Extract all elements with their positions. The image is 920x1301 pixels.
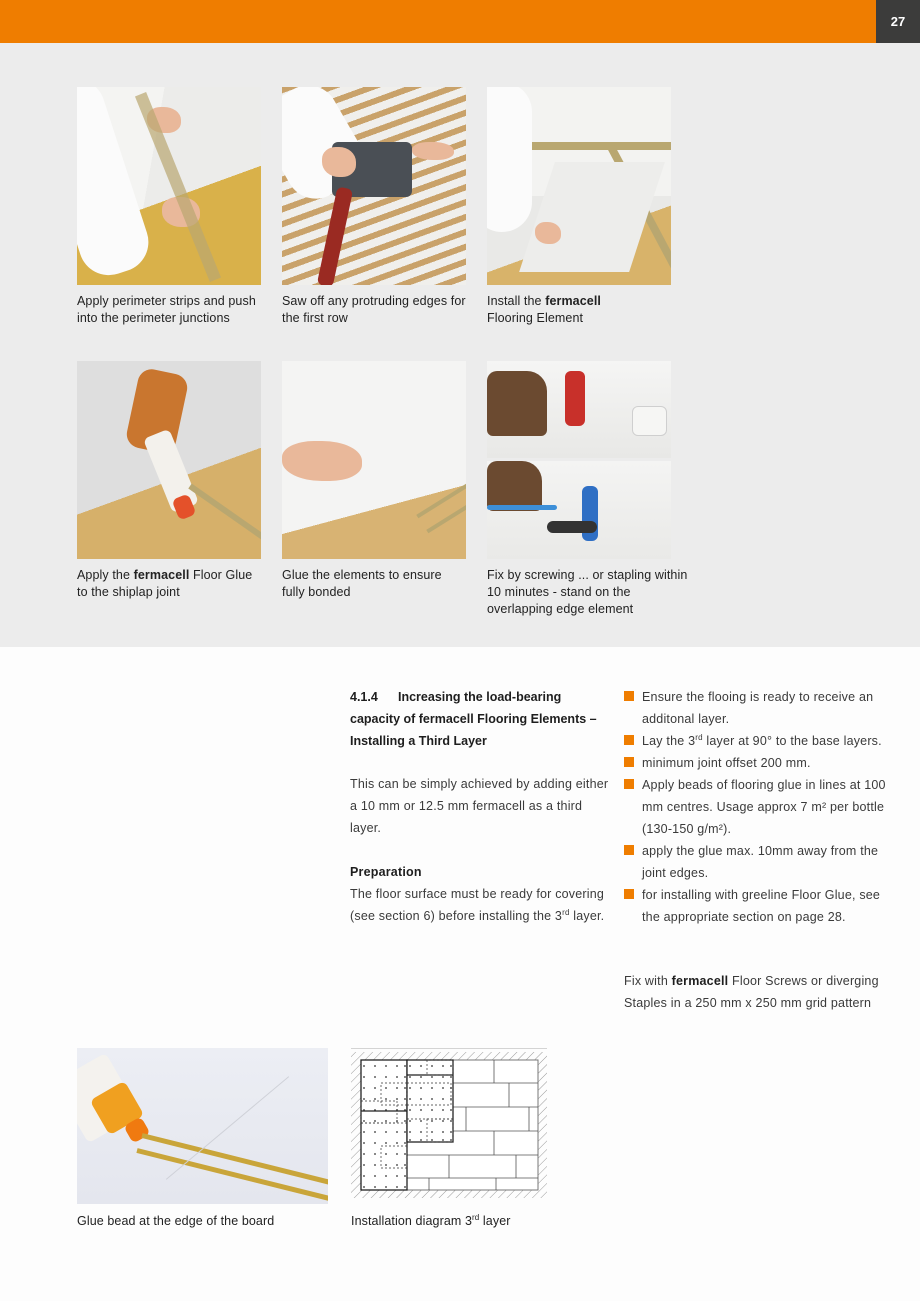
bullet-item: for installing with greeline Floor Glue, see the appropriate section on page 28.	[624, 884, 886, 928]
photo-fix-screwing	[487, 361, 671, 458]
step-5-caption: Glue the elements to ensure fully bonded	[282, 568, 442, 599]
preparation-heading: Preparation	[350, 865, 422, 879]
step-2-caption: Saw off any protruding edges for the first row	[282, 294, 466, 325]
photo-fix-stapling	[487, 461, 671, 559]
bullet-item: Lay the 3rd layer at 90° to the base layers.	[624, 730, 886, 752]
bullet-item: Ensure the flooing is ready to receive an additonal layer.	[624, 686, 886, 730]
header-orange-bar	[0, 0, 876, 43]
photo-glue-bead-edge	[77, 1048, 328, 1204]
photo-install-flooring-element	[487, 87, 671, 285]
photo-glue-elements-bonded	[282, 361, 466, 559]
bullet-square-icon	[624, 757, 634, 767]
bullet-square-icon	[624, 889, 634, 899]
section-heading	[350, 686, 600, 752]
step-4-caption: Apply the fermacell Floor Glue to the shiplap joint	[77, 568, 253, 599]
bullet-square-icon	[624, 845, 634, 855]
bullet-item: Apply beads of flooring glue in lines at 100 mm centres. Usage approx 7 m² per bottle (130-150 g/m²).	[624, 774, 886, 840]
bullet-square-icon	[624, 779, 634, 789]
diagram-caption: Installation diagram 3rd layer	[351, 1212, 511, 1228]
step-3-caption: Install the fermacell Flooring Element	[487, 294, 601, 325]
fixing-instructions: Fix with fermacell Floor Screws or diverging Staples in a 250 mm x 250 mm grid pattern	[624, 974, 879, 1010]
bullet-square-icon	[624, 691, 634, 701]
bullet-square-icon	[624, 735, 634, 745]
photo-apply-perimeter-strips	[77, 87, 261, 285]
bullet-item: minimum joint offset 200 mm.	[624, 752, 886, 774]
photo-saw-protruding-edges	[282, 87, 466, 285]
glue-bead-caption: Glue bead at the edge of the board	[77, 1214, 275, 1228]
installation-diagram-third-layer	[351, 1048, 547, 1200]
page-number: 27	[876, 0, 920, 43]
section-number: 4.1.4	[350, 690, 378, 704]
step-6-caption: Fix by screwing ... or stapling within 10 minutes - stand on the overlapping edge element	[487, 568, 688, 616]
photo-apply-floor-glue	[77, 361, 261, 559]
section-title: Increasing the load-bearing capacity of fermacell Flooring Elements – Installing a Third Layer	[350, 690, 597, 748]
section-intro: This can be simply achieved by adding either a 10 mm or 12.5 mm fermacell as a third layer.	[350, 777, 609, 835]
instruction-bullet-list	[624, 686, 886, 928]
bullet-item: apply the glue max. 10mm away from the joint edges.	[624, 840, 886, 884]
preparation-text: The floor surface must be ready for covering (see section 6) before installing the 3rd layer.	[350, 887, 605, 923]
step-1-caption: Apply perimeter strips and push into the perimeter junctions	[77, 294, 256, 325]
